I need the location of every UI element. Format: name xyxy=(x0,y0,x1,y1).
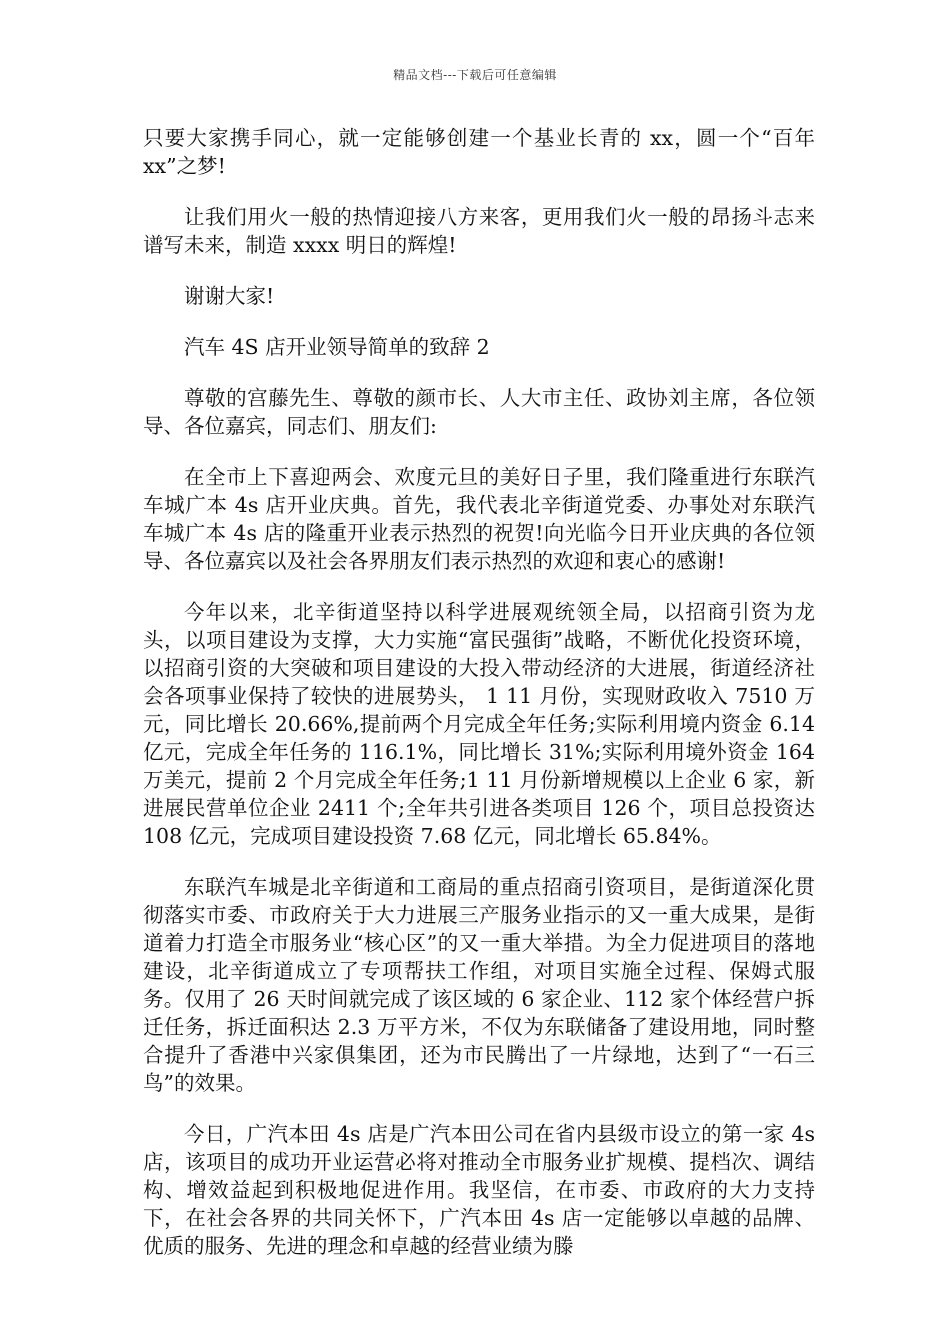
paragraph-store-outlook: 今日，广汽本田 4s 店是广汽本田公司在省内县级市设立的第一家 4s 店，该项目的成功开业运营必将对推动全市服务业扩规模、提档次、调结构、增效益起到积极地促进作用。我坚信，在市委、市政府的大力支持下，在社会各界的共同关怀下，广汽本田 4s 店一定能够以卓越的品牌、优质的服务、先进的理念和卓越的经营业绩为滕 xyxy=(143,1122,815,1258)
paragraph-opening-ceremony: 在全市上下喜迎两会、欢度元旦的美好日子里，我们隆重进行东联汽车城广本 4s 店开业庆典。首先，我代表北辛街道党委、办事处对东联汽车城广本 4s 店的隆重开业表示热烈的祝贺!向光临今日开业庆典的各位领导、各位嘉宾以及社会各界朋友们表示热烈的欢迎和衷心的感谢! xyxy=(143,465,815,573)
page-header: 精品文档---下载后可任意编辑 xyxy=(393,68,557,82)
paragraph-welcome-guests: 让我们用火一般的热情迎接八方来客，更用我们火一般的昂扬斗志来谱写未来，制造 xxxx 明日的辉煌! xyxy=(143,205,815,257)
document-body xyxy=(143,124,815,1283)
paragraph-closing-wish: 只要大家携手同心，就一定能够创建一个基业长青的 xx，圆一个“百年 xx”之梦! xyxy=(143,126,815,178)
paragraph-project-support: 东联汽车城是北辛街道和工商局的重点招商引资项目，是街道深化贯彻落实市委、市政府关于大力进展三产服务业指示的又一重大成果，是街道着力打造全市服务业“核心区”的又一重大举措。为全力促进项目的落地建设，北辛街道成立了专项帮扶工作组，对项目实施全过程、保姆式服务。仅用了 26 天时间就完成了该区域的 6 家企业、112 家个体经营户拆迁任务，拆迁面积达 2.3 万平方米，不仅为东联储备了建设用地，同时整合提升了香港中兴家俱集团，还为市民腾出了一片绿地，达到了“一石三鸟”的效果。 xyxy=(143,875,815,1095)
paragraph-thanks: 谢谢大家! xyxy=(184,284,275,308)
paragraph-salutation: 尊敬的宫藤先生、尊敬的颜市长、人大市主任、政协刘主席，各位领导、各位嘉宾，同志们、朋友们: xyxy=(143,386,815,438)
section-title: 汽车 4S 店开业领导简单的致辞 2 xyxy=(184,335,490,359)
paragraph-economic-progress: 今年以来，北辛街道坚持以科学进展观统领全局，以招商引资为龙头，以项目建设为支撑，大力实施“富民强街”战略，不断优化投资环境，以招商引资的大突破和项目建设的大投入带动经济的大进展，街道经济社会各项事业保持了较快的进展势头， 1 11 月份，实现财政收入 7510 万元，同比增长 20.66%,提前两个月完成全年任务;实际利用境内资金 6.14 亿元，完成全年任务的 116.1%，同比增长 31%;实际利用境外资金 164 万美元，提前 2 个月完成全年任务;1 11 月份新增规模以上企业 6 家，新进展民营单位企业 2411 个;全年共引进各类项目 126 个，项目总投资达 108 亿元，完成项目建设投资 7.68 亿元，同北增长 65.84%。 xyxy=(143,600,815,848)
